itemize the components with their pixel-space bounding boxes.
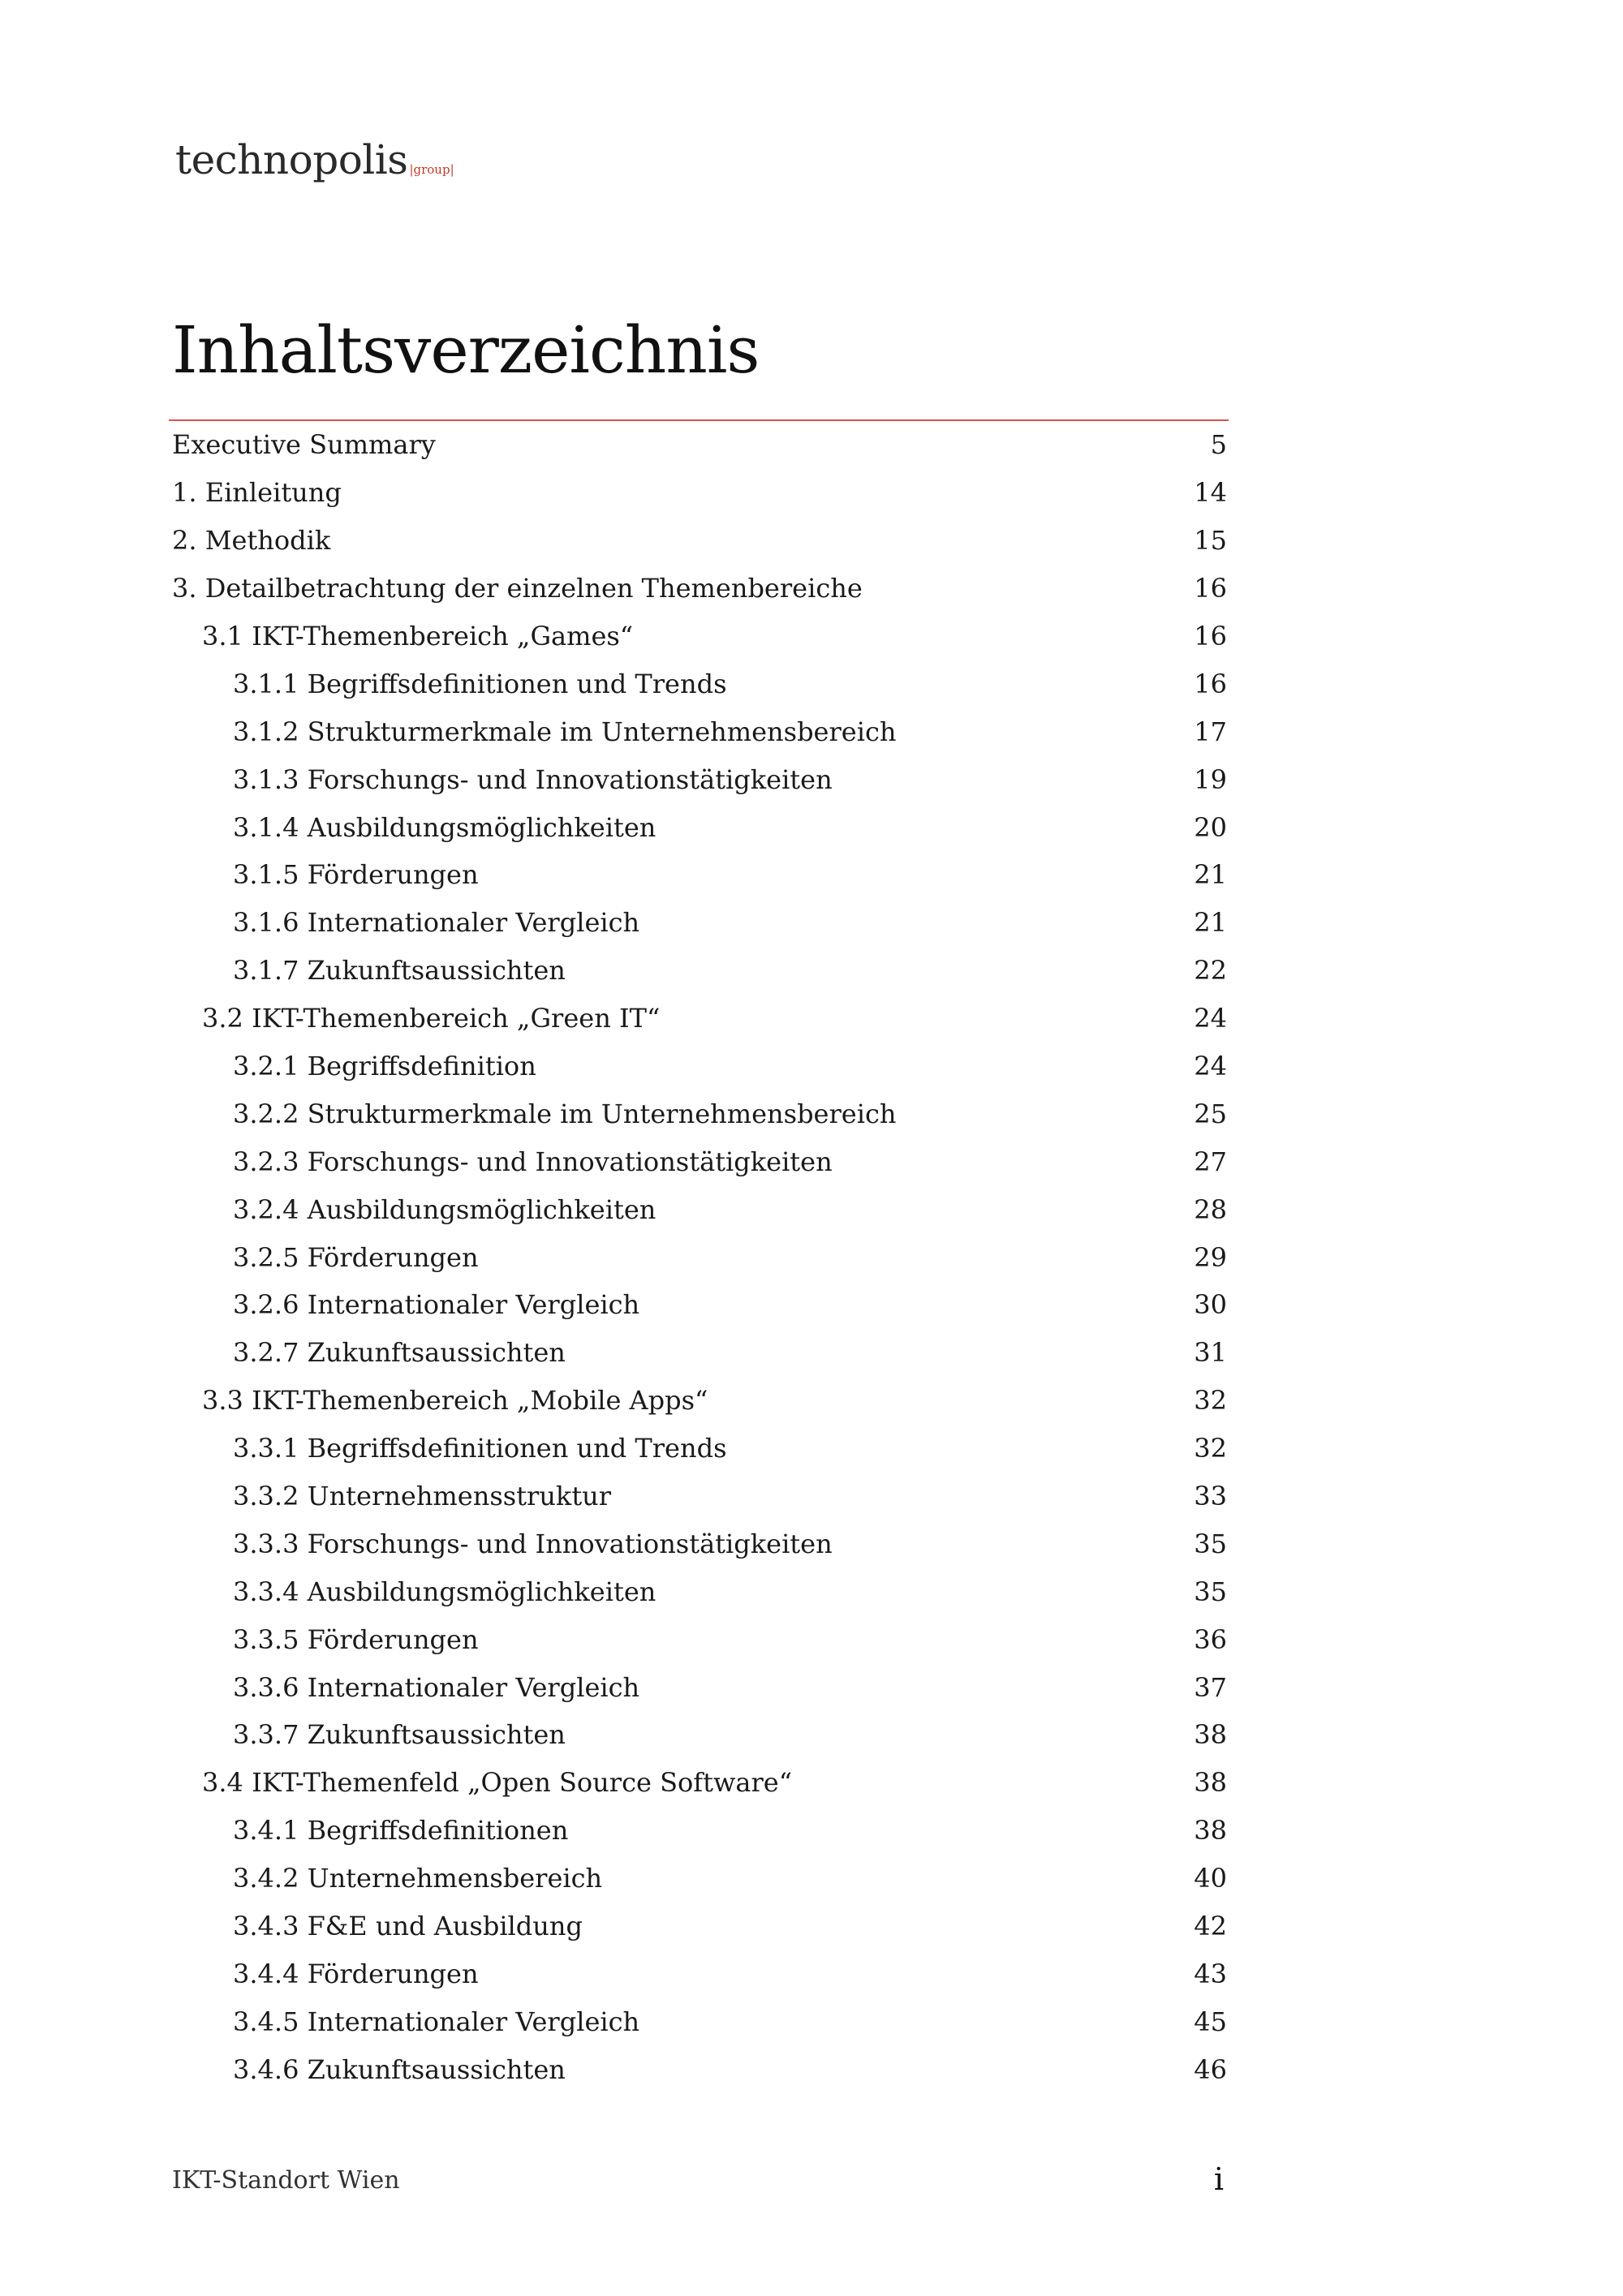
toc-entry-page: 33 <box>1194 1481 1227 1512</box>
toc-entry-label: 3.3.6 Internationaler Vergleich <box>233 1671 640 1703</box>
toc-entry-label: 3.4.2 Unternehmensbereich <box>233 1863 603 1894</box>
toc-entry-page: 17 <box>1194 716 1227 747</box>
toc-entry[interactable] <box>172 1711 1227 1759</box>
toc-entry-label: 2. Methodik <box>172 525 331 557</box>
toc-entry-label: 3.1.6 Internationaler Vergleich <box>233 907 640 939</box>
toc-entry[interactable] <box>172 1281 1227 1329</box>
toc-entry-page: 35 <box>1194 1528 1227 1559</box>
toc-entry[interactable] <box>172 755 1227 803</box>
toc-entry[interactable] <box>172 1473 1227 1520</box>
toc-entry-label: 3.3.1 Begriffsdefinitionen und Trends <box>233 1433 727 1464</box>
toc-entry[interactable] <box>172 1377 1227 1425</box>
toc-entry[interactable] <box>172 1663 1227 1711</box>
toc-entry-label: 3.2 IKT-Themenbereich „Green IT“ <box>202 1003 661 1034</box>
toc-entry[interactable] <box>172 1185 1227 1233</box>
toc-entry-page: 38 <box>1194 1815 1227 1847</box>
table-of-contents <box>172 421 1227 2093</box>
toc-entry-page: 31 <box>1194 1337 1227 1369</box>
toc-entry-page: 28 <box>1194 1193 1227 1225</box>
toc-entry-page: 30 <box>1194 1289 1227 1321</box>
technopolis-logo <box>175 136 454 183</box>
toc-entry-page: 5 <box>1210 429 1227 461</box>
toc-entry-page: 40 <box>1194 1863 1227 1894</box>
toc-entry[interactable] <box>172 1807 1227 1855</box>
toc-entry[interactable] <box>172 899 1227 947</box>
toc-entry-page: 14 <box>1194 477 1227 509</box>
toc-entry-page: 32 <box>1194 1433 1227 1464</box>
toc-entry[interactable] <box>172 421 1227 469</box>
toc-entry-label: 3.2.5 Förderungen <box>233 1241 479 1273</box>
toc-entry[interactable] <box>172 469 1227 517</box>
toc-entry-label: 3.1.7 Zukunftsaussichten <box>233 955 566 987</box>
toc-entry[interactable] <box>172 803 1227 851</box>
toc-entry[interactable] <box>172 707 1227 755</box>
toc-entry-label: 3.4.3 F&E und Ausbildung <box>233 1911 583 1942</box>
toc-entry[interactable] <box>172 1137 1227 1185</box>
toc-entry-label: 3.3.2 Unternehmensstruktur <box>233 1481 612 1512</box>
toc-entry-label: 3.1.5 Förderungen <box>233 859 479 891</box>
toc-entry[interactable] <box>172 1425 1227 1473</box>
footer-document-title: IKT-Standort Wien <box>172 2166 400 2195</box>
toc-entry-page: 19 <box>1194 763 1227 795</box>
toc-entry-page: 35 <box>1194 1576 1227 1607</box>
toc-entry-page: 29 <box>1194 1241 1227 1273</box>
toc-entry-label: 3.4.6 Zukunftsaussichten <box>233 2053 566 2085</box>
toc-entry-page: 16 <box>1194 668 1227 699</box>
toc-entry[interactable] <box>172 2045 1227 2093</box>
toc-entry-label: 3.1.3 Forschungs- und Innovationstätigkeiten <box>233 763 833 795</box>
toc-entry-label: 3.2.3 Forschungs- und Innovationstätigkeiten <box>233 1146 833 1177</box>
toc-entry[interactable] <box>172 565 1227 613</box>
toc-entry[interactable] <box>172 1329 1227 1377</box>
toc-entry-page: 16 <box>1194 621 1227 651</box>
footer-page-number: i <box>1213 2161 1224 2197</box>
toc-entry-label: 1. Einleitung <box>172 477 342 509</box>
toc-entry-page: 21 <box>1194 907 1227 939</box>
toc-entry-page: 27 <box>1194 1146 1227 1177</box>
toc-entry[interactable] <box>172 1233 1227 1281</box>
toc-entry[interactable] <box>172 613 1227 660</box>
toc-entry[interactable] <box>172 1615 1227 1663</box>
logo-suffix: |group| <box>409 162 454 177</box>
toc-entry[interactable] <box>172 947 1227 995</box>
toc-entry-page: 38 <box>1194 1719 1227 1751</box>
toc-entry-page: 38 <box>1194 1767 1227 1799</box>
toc-entry-page: 16 <box>1194 573 1227 604</box>
toc-entry-page: 24 <box>1194 1003 1227 1034</box>
page-title: Inhaltsverzeichnis <box>172 312 760 388</box>
toc-entry[interactable] <box>172 1997 1227 2045</box>
toc-entry[interactable] <box>172 1520 1227 1567</box>
toc-entry-label: 3.3.7 Zukunftsaussichten <box>233 1719 566 1751</box>
toc-entry[interactable] <box>172 1759 1227 1807</box>
toc-entry-label: 3. Detailbetrachtung der einzelnen Themenbereiche <box>172 573 863 604</box>
toc-entry-label: 3.1.2 Strukturmerkmale im Unternehmensbereich <box>233 716 897 747</box>
toc-entry-page: 15 <box>1194 525 1227 557</box>
toc-entry-label: 3.2.4 Ausbildungsmöglichkeiten <box>233 1193 657 1225</box>
toc-entry-page: 22 <box>1194 955 1227 987</box>
toc-entry-label: 3.3.4 Ausbildungsmöglichkeiten <box>233 1576 657 1607</box>
toc-entry[interactable] <box>172 1043 1227 1090</box>
toc-entry-label: 3.1.4 Ausbildungsmöglichkeiten <box>233 811 657 843</box>
toc-entry-page: 36 <box>1194 1623 1227 1655</box>
toc-entry-label: 3.3 IKT-Themenbereich „Mobile Apps“ <box>202 1385 708 1417</box>
toc-entry-page: 24 <box>1194 1051 1227 1082</box>
toc-entry-page: 43 <box>1194 1958 1227 1989</box>
toc-entry[interactable] <box>172 517 1227 565</box>
toc-entry[interactable] <box>172 1855 1227 1903</box>
toc-entry-label: 3.3.5 Förderungen <box>233 1623 479 1655</box>
toc-entry-label: 3.4 IKT-Themenfeld „Open Source Software“ <box>202 1767 793 1799</box>
toc-entry-label: 3.4.4 Förderungen <box>233 1958 479 1989</box>
toc-entry-page: 42 <box>1194 1911 1227 1942</box>
toc-entry[interactable] <box>172 660 1227 707</box>
toc-entry-page: 46 <box>1194 2053 1227 2085</box>
toc-entry-label: 3.2.2 Strukturmerkmale im Unternehmensbereich <box>233 1098 897 1129</box>
toc-entry[interactable] <box>172 851 1227 899</box>
toc-entry-page: 37 <box>1194 1671 1227 1703</box>
logo-text: technopolis <box>175 136 408 183</box>
toc-entry-page: 21 <box>1194 859 1227 891</box>
toc-entry-label: 3.4.1 Begriffsdefinitionen <box>233 1815 569 1847</box>
toc-entry-page: 20 <box>1194 811 1227 843</box>
toc-entry[interactable] <box>172 1903 1227 1950</box>
toc-entry[interactable] <box>172 1567 1227 1615</box>
toc-entry-page: 25 <box>1194 1098 1227 1129</box>
toc-entry-label: 3.2.7 Zukunftsaussichten <box>233 1337 566 1369</box>
toc-entry-label: 3.1.1 Begriffsdefinitionen und Trends <box>233 668 727 699</box>
toc-entry[interactable] <box>172 1950 1227 1998</box>
toc-entry-label: 3.3.3 Forschungs- und Innovationstätigkeiten <box>233 1528 833 1559</box>
toc-entry-label: 3.2.6 Internationaler Vergleich <box>233 1289 640 1321</box>
toc-entry-page: 45 <box>1194 2006 1227 2037</box>
toc-entry[interactable] <box>172 995 1227 1043</box>
toc-entry-page: 32 <box>1194 1385 1227 1417</box>
toc-entry-label: 3.1 IKT-Themenbereich „Games“ <box>202 621 634 651</box>
toc-entry[interactable] <box>172 1090 1227 1137</box>
toc-entry-label: Executive Summary <box>172 429 436 461</box>
toc-entry-label: 3.4.5 Internationaler Vergleich <box>233 2006 640 2037</box>
toc-entry-label: 3.2.1 Begriffsdefinition <box>233 1051 536 1082</box>
